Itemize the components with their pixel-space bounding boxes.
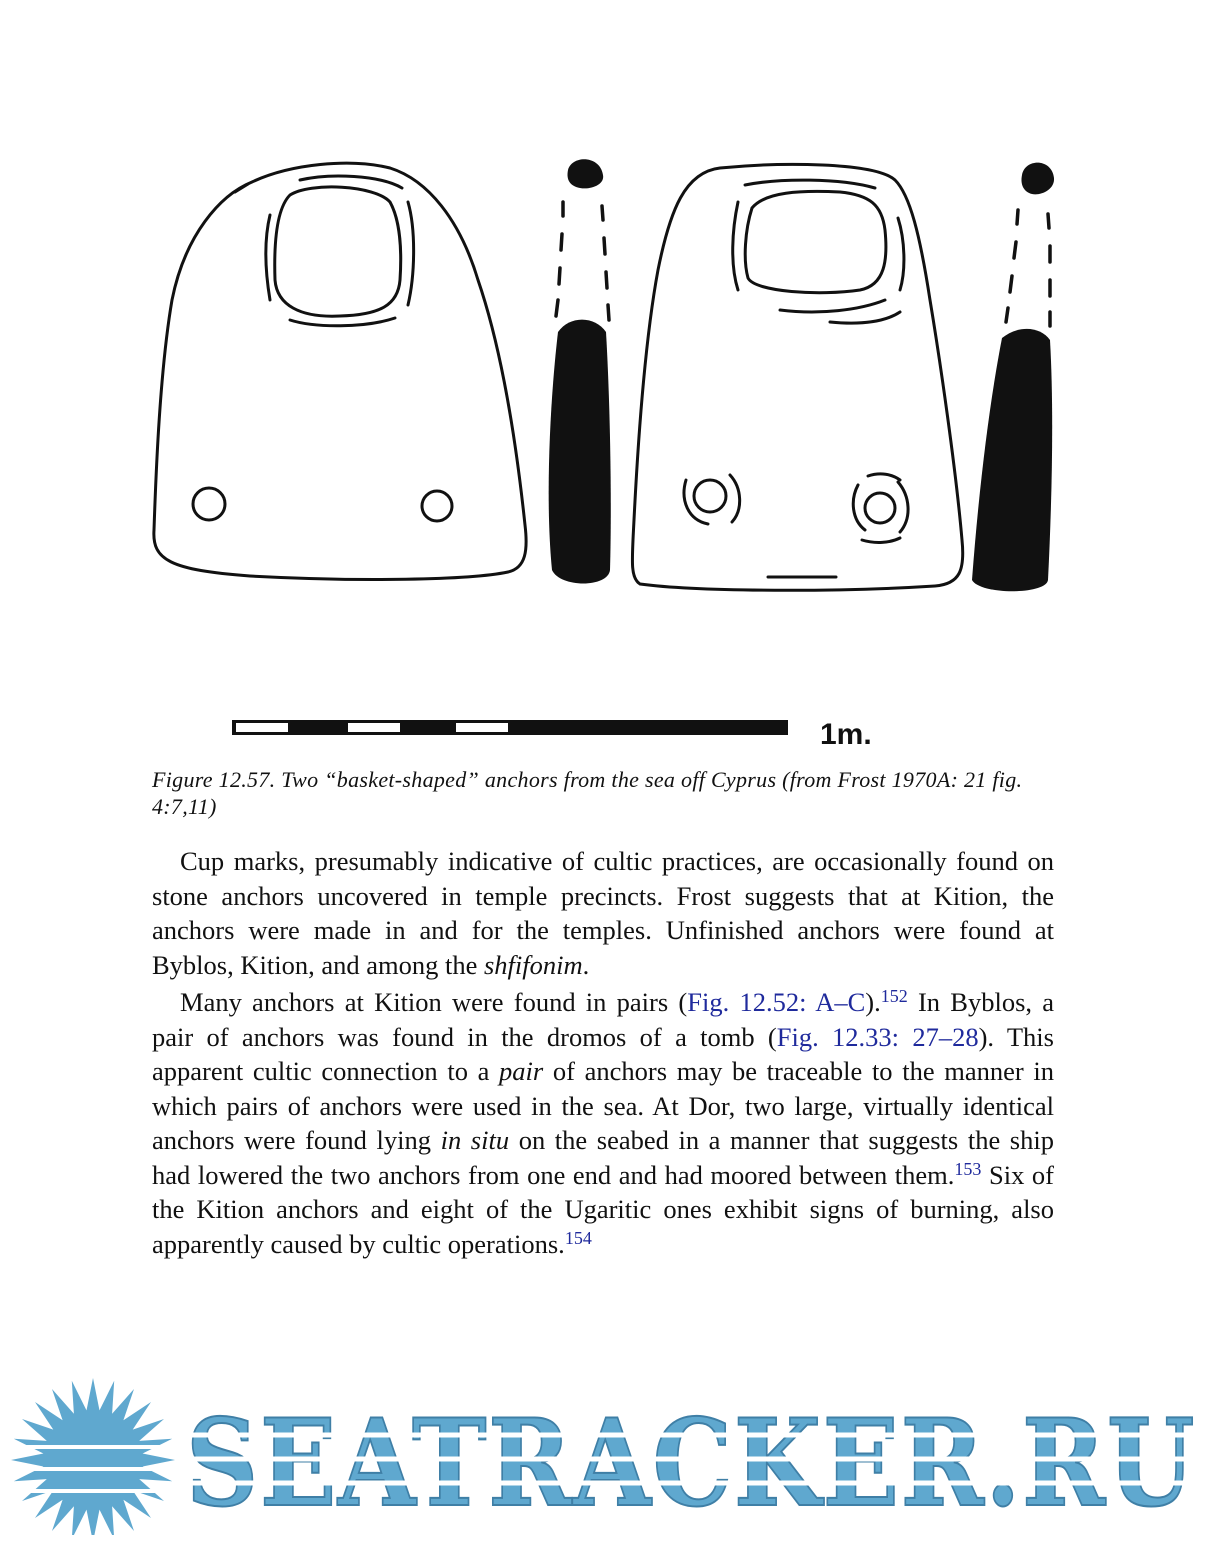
caption-label: Figure 12.57. (152, 767, 276, 792)
p2-emphasis-in-situ: in situ (440, 1125, 510, 1155)
footnote-153-link[interactable]: 153 (954, 1158, 982, 1179)
watermark (8, 1375, 1207, 1535)
p2-text-4: ). This apparent cultic connection to a (152, 1021, 1054, 1086)
body-text (152, 844, 1054, 1261)
p2-text-2: ). (865, 987, 881, 1017)
p1-emphasis: shfifonim (483, 949, 583, 980)
footnote-152-link[interactable]: 152 (880, 986, 908, 1006)
caption-text: Two “basket-shaped” anchors from the sea off Cyprus (from Frost 1970A: 21 fig. 4:7,11) (152, 767, 1023, 819)
right-anchor-profile (972, 163, 1054, 592)
anchor-drawing (140, 140, 1080, 760)
scale-label: 1m. (820, 718, 872, 751)
sun-icon (8, 1378, 178, 1535)
figure-caption (152, 766, 1062, 820)
p2-text-5: of anchors may be traceable to the manner in which pairs of anchors were used in the sea. At Dor, two large, virtually identical anchors were found lying (152, 1056, 1054, 1155)
right-anchor-face (632, 164, 962, 590)
paragraph-2 (152, 985, 1054, 1261)
paragraph-1 (152, 844, 1054, 982)
p1-text-1: Cup marks, presumably indicative of cultic practices, are occasionally found on stone anchors uncovered in temple precincts. Frost suggests that at Kition, the anchors were made in and for the temples. Unfinished anchors were found at Byblos, Kition, and among the (152, 846, 1054, 980)
figure-link-12-33[interactable]: Fig. 12.33: 27–28 (776, 1021, 979, 1052)
p2-text-3: In Byblos, a pair of anchors was found in the dromos of a tomb ( (152, 987, 1054, 1052)
left-anchor-face (154, 163, 526, 579)
p2-text-6: on the seabed in a manner that suggests the ship had lowered the two anchors from one end and had moored between them. (152, 1125, 1054, 1190)
watermark-graphic (8, 1375, 1207, 1535)
p2-text-7: Six of the Kition anchors and eight of the Ugaritic ones exhibit signs of burning, also apparently caused by cultic operations. (152, 1159, 1054, 1259)
footnote-154-link[interactable]: 154 (564, 1227, 592, 1248)
figure-link-12-52[interactable]: Fig. 12.52: A–C (687, 987, 866, 1017)
p2-text-1: Many anchors at Kition were found in pairs ( (180, 987, 688, 1017)
p1-text-2: . (582, 949, 590, 980)
scale-bar (232, 718, 872, 751)
watermark-text: SEATRACKER.RU (186, 1393, 1196, 1534)
anchor-figure (140, 140, 1080, 760)
left-anchor-profile (549, 159, 611, 583)
p2-emphasis-pair: pair (499, 1056, 544, 1086)
